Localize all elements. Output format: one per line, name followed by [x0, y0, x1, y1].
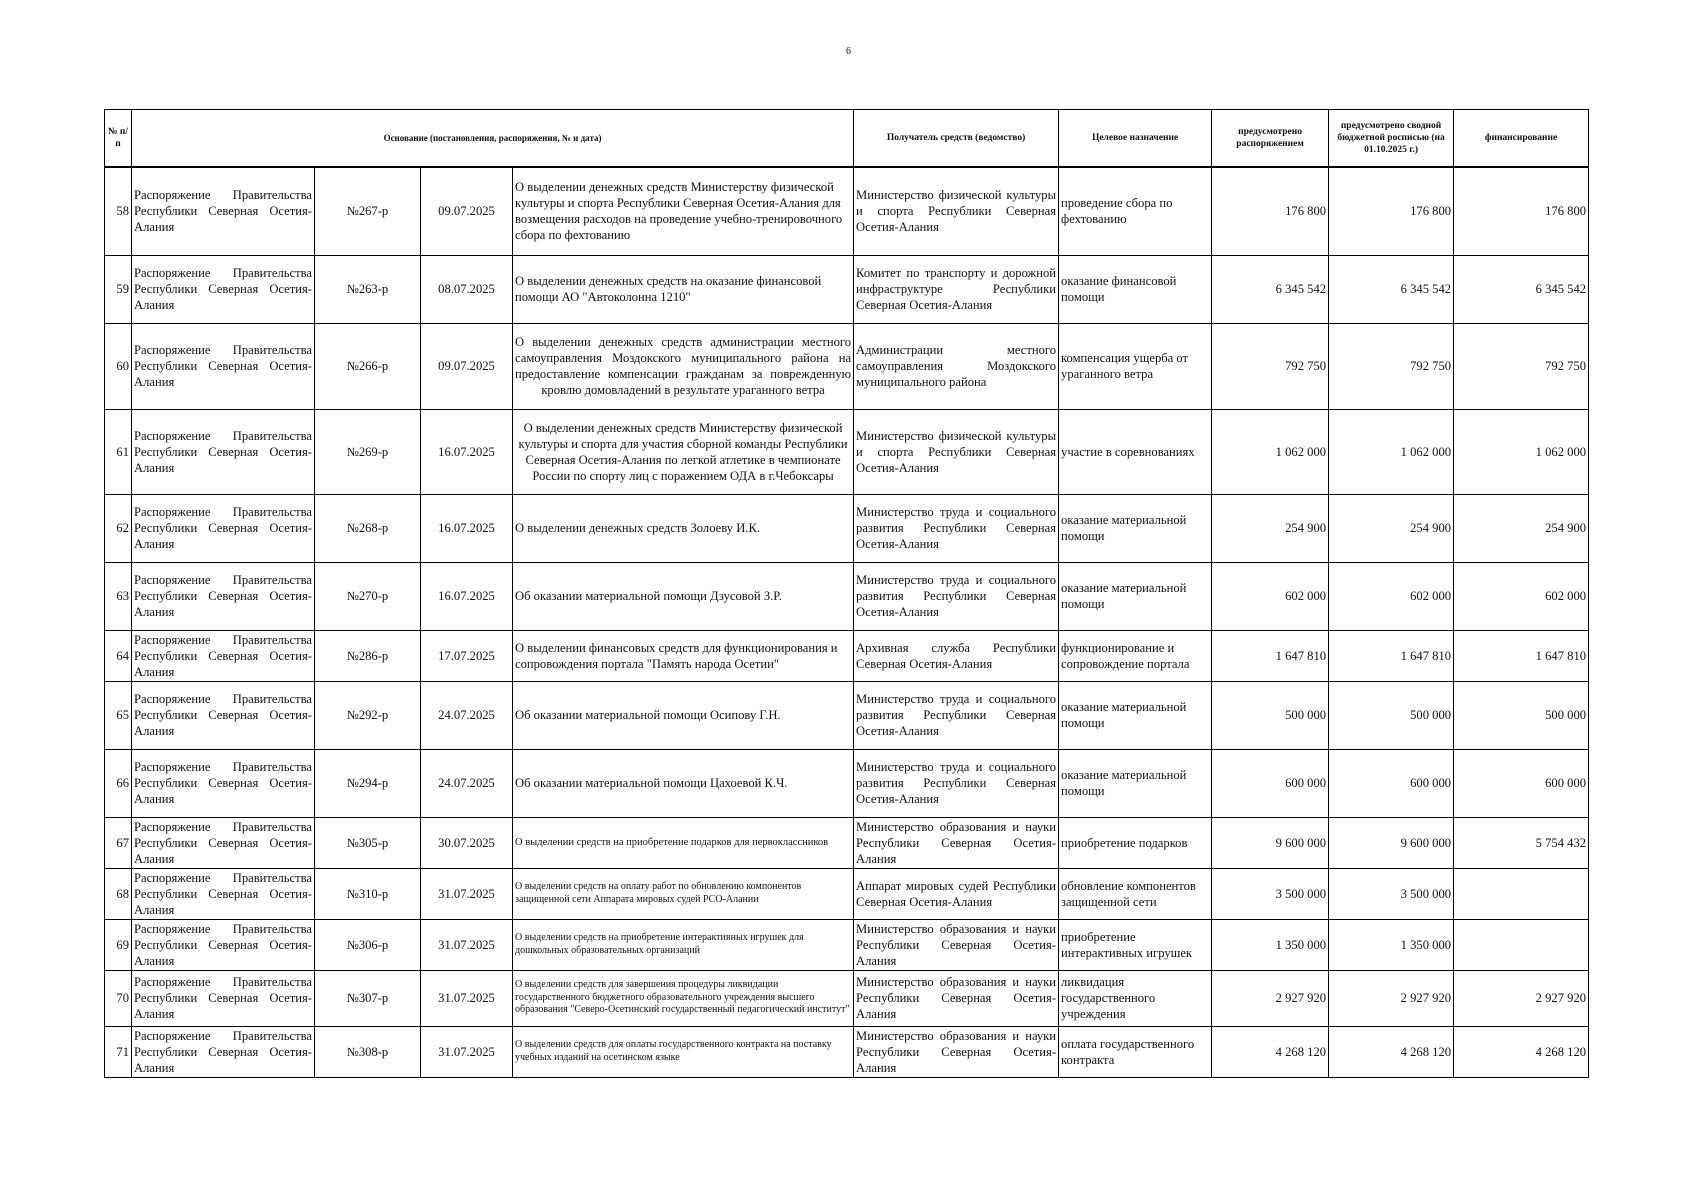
planned-amount: 600 000 — [1212, 749, 1329, 817]
document-date: 24.07.2025 — [421, 749, 513, 817]
document-date: 31.07.2025 — [421, 970, 513, 1026]
financing-amount: 5 754 432 — [1454, 817, 1589, 868]
recipient-text: Министерство труда и социального развития Республики Северная Осетия-Алания — [854, 749, 1059, 817]
basis-text: Распоряжение Правительства Республики Северная Осетия-Алания — [132, 817, 315, 868]
row-number: 64 — [105, 630, 132, 681]
document-subject: Об оказании материальной помощи Цахоевой К.Ч. — [513, 749, 854, 817]
document-subject: О выделении финансовых средств для функционирования и сопровождения портала "Память народа Осетии" — [513, 630, 854, 681]
document-date: 09.07.2025 — [421, 167, 513, 255]
document-number: №286-р — [315, 630, 421, 681]
row-number: 71 — [105, 1026, 132, 1077]
document-number: №305-р — [315, 817, 421, 868]
row-number: 67 — [105, 817, 132, 868]
document-number: №269-р — [315, 409, 421, 494]
planned-amount: 602 000 — [1212, 562, 1329, 630]
table-row — [105, 970, 1589, 1026]
purpose-text: компенсация ущерба от ураганного ветра — [1059, 323, 1212, 409]
recipient-text: Министерство образования и науки Республики Северная Осетия-Алания — [854, 817, 1059, 868]
purpose-text: оказание финансовой помощи — [1059, 255, 1212, 323]
header-financing: финансирование — [1454, 110, 1589, 168]
recipient-text: Министерство труда и социального развития Республики Северная Осетия-Алания — [854, 494, 1059, 562]
basis-text: Распоряжение Правительства Республики Северная Осетия-Алания — [132, 749, 315, 817]
budget-amount: 176 800 — [1329, 167, 1454, 255]
purpose-text: функционирование и сопровождение портала — [1059, 630, 1212, 681]
header-num: № п/п — [105, 110, 132, 168]
document-subject: О выделении денежных средств администрации местного самоуправления Моздокского муниципального района на предоставление компенсации гражданам за поврежденную кровлю домовладений в результате ураганного ветра — [513, 323, 854, 409]
planned-amount: 176 800 — [1212, 167, 1329, 255]
purpose-text: ликвидация государственного учреждения — [1059, 970, 1212, 1026]
recipient-text: Аппарат мировых судей Республики Северная Осетия-Алания — [854, 868, 1059, 919]
document-subject: Об оказании материальной помощи Дзусовой З.Р. — [513, 562, 854, 630]
recipient-text: Министерство образования и науки Республики Северная Осетия-Алания — [854, 919, 1059, 970]
planned-amount: 3 500 000 — [1212, 868, 1329, 919]
budget-amount: 6 345 542 — [1329, 255, 1454, 323]
budget-amount: 602 000 — [1329, 562, 1454, 630]
row-number: 65 — [105, 681, 132, 749]
row-number: 69 — [105, 919, 132, 970]
document-date: 31.07.2025 — [421, 919, 513, 970]
recipient-text: Архивная служба Республики Северная Осетия-Алания — [854, 630, 1059, 681]
purpose-text: участие в соревнованиях — [1059, 409, 1212, 494]
recipient-text: Администрации местного самоуправления Моздокского муниципального района — [854, 323, 1059, 409]
budget-amount: 792 750 — [1329, 323, 1454, 409]
purpose-text: приобретение интерактивных игрушек — [1059, 919, 1212, 970]
financing-amount — [1454, 919, 1589, 970]
page-number: 6 — [846, 46, 851, 57]
table-row — [105, 323, 1589, 409]
table-row — [105, 1026, 1589, 1077]
recipient-text: Министерство труда и социального развития Республики Северная Осетия-Алания — [854, 681, 1059, 749]
row-number: 61 — [105, 409, 132, 494]
planned-amount: 254 900 — [1212, 494, 1329, 562]
document-date: 09.07.2025 — [421, 323, 513, 409]
table-header-row — [105, 110, 1589, 168]
basis-text: Распоряжение Правительства Республики Северная Осетия-Алания — [132, 630, 315, 681]
row-number: 70 — [105, 970, 132, 1026]
recipient-text: Министерство физической культуры и спорта Республики Северная Осетия-Алания — [854, 167, 1059, 255]
recipient-text: Министерство образования и науки Республики Северная Осетия-Алания — [854, 1026, 1059, 1077]
basis-text: Распоряжение Правительства Республики Северная Осетия-Алания — [132, 255, 315, 323]
row-number: 68 — [105, 868, 132, 919]
table-row — [105, 630, 1589, 681]
document-subject: О выделении средств для оплаты государственного контракта на поставку учебных изданий на осетинском языке — [513, 1026, 854, 1077]
header-purpose: Целевое назначение — [1059, 110, 1212, 168]
row-number: 58 — [105, 167, 132, 255]
document-date: 17.07.2025 — [421, 630, 513, 681]
table-row — [105, 919, 1589, 970]
table-row — [105, 817, 1589, 868]
financing-amount: 1 647 810 — [1454, 630, 1589, 681]
basis-text: Распоряжение Правительства Республики Северная Осетия-Алания — [132, 868, 315, 919]
planned-amount: 1 062 000 — [1212, 409, 1329, 494]
row-number: 63 — [105, 562, 132, 630]
planned-amount: 6 345 542 — [1212, 255, 1329, 323]
document-date: 31.07.2025 — [421, 868, 513, 919]
budget-amount: 4 268 120 — [1329, 1026, 1454, 1077]
table-row — [105, 868, 1589, 919]
document-number: №307-р — [315, 970, 421, 1026]
purpose-text: оказание материальной помощи — [1059, 494, 1212, 562]
table-row — [105, 681, 1589, 749]
budget-amount: 600 000 — [1329, 749, 1454, 817]
basis-text: Распоряжение Правительства Республики Северная Осетия-Алания — [132, 409, 315, 494]
document-date: 31.07.2025 — [421, 1026, 513, 1077]
financing-amount: 176 800 — [1454, 167, 1589, 255]
document-number: №292-р — [315, 681, 421, 749]
budget-amount: 2 927 920 — [1329, 970, 1454, 1026]
basis-text: Распоряжение Правительства Республики Северная Осетия-Алания — [132, 494, 315, 562]
recipient-text: Министерство образования и науки Республики Северная Осетия-Алания — [854, 970, 1059, 1026]
purpose-text: оказание материальной помощи — [1059, 749, 1212, 817]
row-number: 62 — [105, 494, 132, 562]
planned-amount: 500 000 — [1212, 681, 1329, 749]
basis-text: Распоряжение Правительства Республики Северная Осетия-Алания — [132, 323, 315, 409]
budget-amount: 1 062 000 — [1329, 409, 1454, 494]
basis-text: Распоряжение Правительства Республики Северная Осетия-Алания — [132, 562, 315, 630]
purpose-text: обновление компонентов защищенной сети — [1059, 868, 1212, 919]
purpose-text: оказание материальной помощи — [1059, 681, 1212, 749]
document-number: №270-р — [315, 562, 421, 630]
purpose-text: приобретение подарков — [1059, 817, 1212, 868]
document-number: №263-р — [315, 255, 421, 323]
financing-amount: 600 000 — [1454, 749, 1589, 817]
basis-text: Распоряжение Правительства Республики Северная Осетия-Алания — [132, 681, 315, 749]
document-subject: О выделении средств на оплату работ по обновлению компонентов защищенной сети Аппарата мировых судей РСО-Алании — [513, 868, 854, 919]
recipient-text: Министерство труда и социального развития Республики Северная Осетия-Алания — [854, 562, 1059, 630]
budget-amount: 3 500 000 — [1329, 868, 1454, 919]
planned-amount: 792 750 — [1212, 323, 1329, 409]
document-number: №306-р — [315, 919, 421, 970]
table-row — [105, 562, 1589, 630]
financing-amount: 792 750 — [1454, 323, 1589, 409]
allocations-table — [104, 109, 1589, 1078]
document-date: 16.07.2025 — [421, 409, 513, 494]
document-subject: О выделении денежных средств Министерству физической культуры и спорта для участия сборной команды Республики Северная Осетия-Алания по легкой атлетике в чемпионате России по спорту лиц с поражением ОДА в г.Чебоксары — [513, 409, 854, 494]
budget-amount: 9 600 000 — [1329, 817, 1454, 868]
table-row — [105, 167, 1589, 255]
budget-amount: 1 647 810 — [1329, 630, 1454, 681]
purpose-text: оказание материальной помощи — [1059, 562, 1212, 630]
basis-text: Распоряжение Правительства Республики Северная Осетия-Алания — [132, 1026, 315, 1077]
budget-amount: 500 000 — [1329, 681, 1454, 749]
financing-amount: 1 062 000 — [1454, 409, 1589, 494]
document-subject: О выделении денежных средств Золоеву И.К. — [513, 494, 854, 562]
basis-text: Распоряжение Правительства Республики Северная Осетия-Алания — [132, 167, 315, 255]
document-date: 16.07.2025 — [421, 494, 513, 562]
table-row — [105, 749, 1589, 817]
basis-text: Распоряжение Правительства Республики Северная Осетия-Алания — [132, 919, 315, 970]
financing-amount: 2 927 920 — [1454, 970, 1589, 1026]
document-subject: О выделении денежных средств на оказание финансовой помощи АО "Автоколонна 1210" — [513, 255, 854, 323]
row-number: 66 — [105, 749, 132, 817]
header-planned: предусмотрено распоряжением — [1212, 110, 1329, 168]
purpose-text: проведение сбора по фехтованию — [1059, 167, 1212, 255]
document-subject: О выделении денежных средств Министерству физической культуры и спорта Республики Северная Осетия-Алания для возмещения расходов на проведение учебно-тренировочного сбора по фехтованию — [513, 167, 854, 255]
document-subject: О выделении средств на приобретение подарков для первоклассников — [513, 817, 854, 868]
header-recipient: Получатель средств (ведомство) — [854, 110, 1059, 168]
basis-text: Распоряжение Правительства Республики Северная Осетия-Алания — [132, 970, 315, 1026]
table-row — [105, 255, 1589, 323]
document-number: №308-р — [315, 1026, 421, 1077]
document-number: №267-р — [315, 167, 421, 255]
planned-amount: 1 350 000 — [1212, 919, 1329, 970]
recipient-text: Комитет по транспорту и дорожной инфраструктуре Республики Северная Осетия-Алания — [854, 255, 1059, 323]
purpose-text: оплата государственного контракта — [1059, 1026, 1212, 1077]
header-budget: предусмотрено сводной бюджетной росписью (на 01.10.2025 г.) — [1329, 110, 1454, 168]
document-date: 16.07.2025 — [421, 562, 513, 630]
document-number: №266-р — [315, 323, 421, 409]
budget-amount: 254 900 — [1329, 494, 1454, 562]
document-subject: О выделении средств на приобретение интерактивных игрушек для дошкольных образовательных организаций — [513, 919, 854, 970]
planned-amount: 9 600 000 — [1212, 817, 1329, 868]
document-number: №268-р — [315, 494, 421, 562]
document-date: 30.07.2025 — [421, 817, 513, 868]
financing-amount — [1454, 868, 1589, 919]
table-row — [105, 494, 1589, 562]
document-date: 08.07.2025 — [421, 255, 513, 323]
document-subject: Об оказании материальной помощи Осипову Г.Н. — [513, 681, 854, 749]
table-row — [105, 409, 1589, 494]
document-date: 24.07.2025 — [421, 681, 513, 749]
financing-amount: 602 000 — [1454, 562, 1589, 630]
row-number: 59 — [105, 255, 132, 323]
financing-amount: 6 345 542 — [1454, 255, 1589, 323]
recipient-text: Министерство физической культуры и спорта Республики Северная Осетия-Алания — [854, 409, 1059, 494]
financing-amount: 4 268 120 — [1454, 1026, 1589, 1077]
planned-amount: 4 268 120 — [1212, 1026, 1329, 1077]
planned-amount: 1 647 810 — [1212, 630, 1329, 681]
planned-amount: 2 927 920 — [1212, 970, 1329, 1026]
document-number: №310-р — [315, 868, 421, 919]
financing-amount: 500 000 — [1454, 681, 1589, 749]
budget-amount: 1 350 000 — [1329, 919, 1454, 970]
document-subject: О выделении средств для завершения процедуры ликвидации государственного бюджетного образовательного учреждения высшего образования "Северо-Осетинский государственный педагогический институт" — [513, 970, 854, 1026]
header-basis: Основание (постановления, распоряжения, № и дата) — [132, 110, 854, 168]
row-number: 60 — [105, 323, 132, 409]
document-number: №294-р — [315, 749, 421, 817]
financing-amount: 254 900 — [1454, 494, 1589, 562]
